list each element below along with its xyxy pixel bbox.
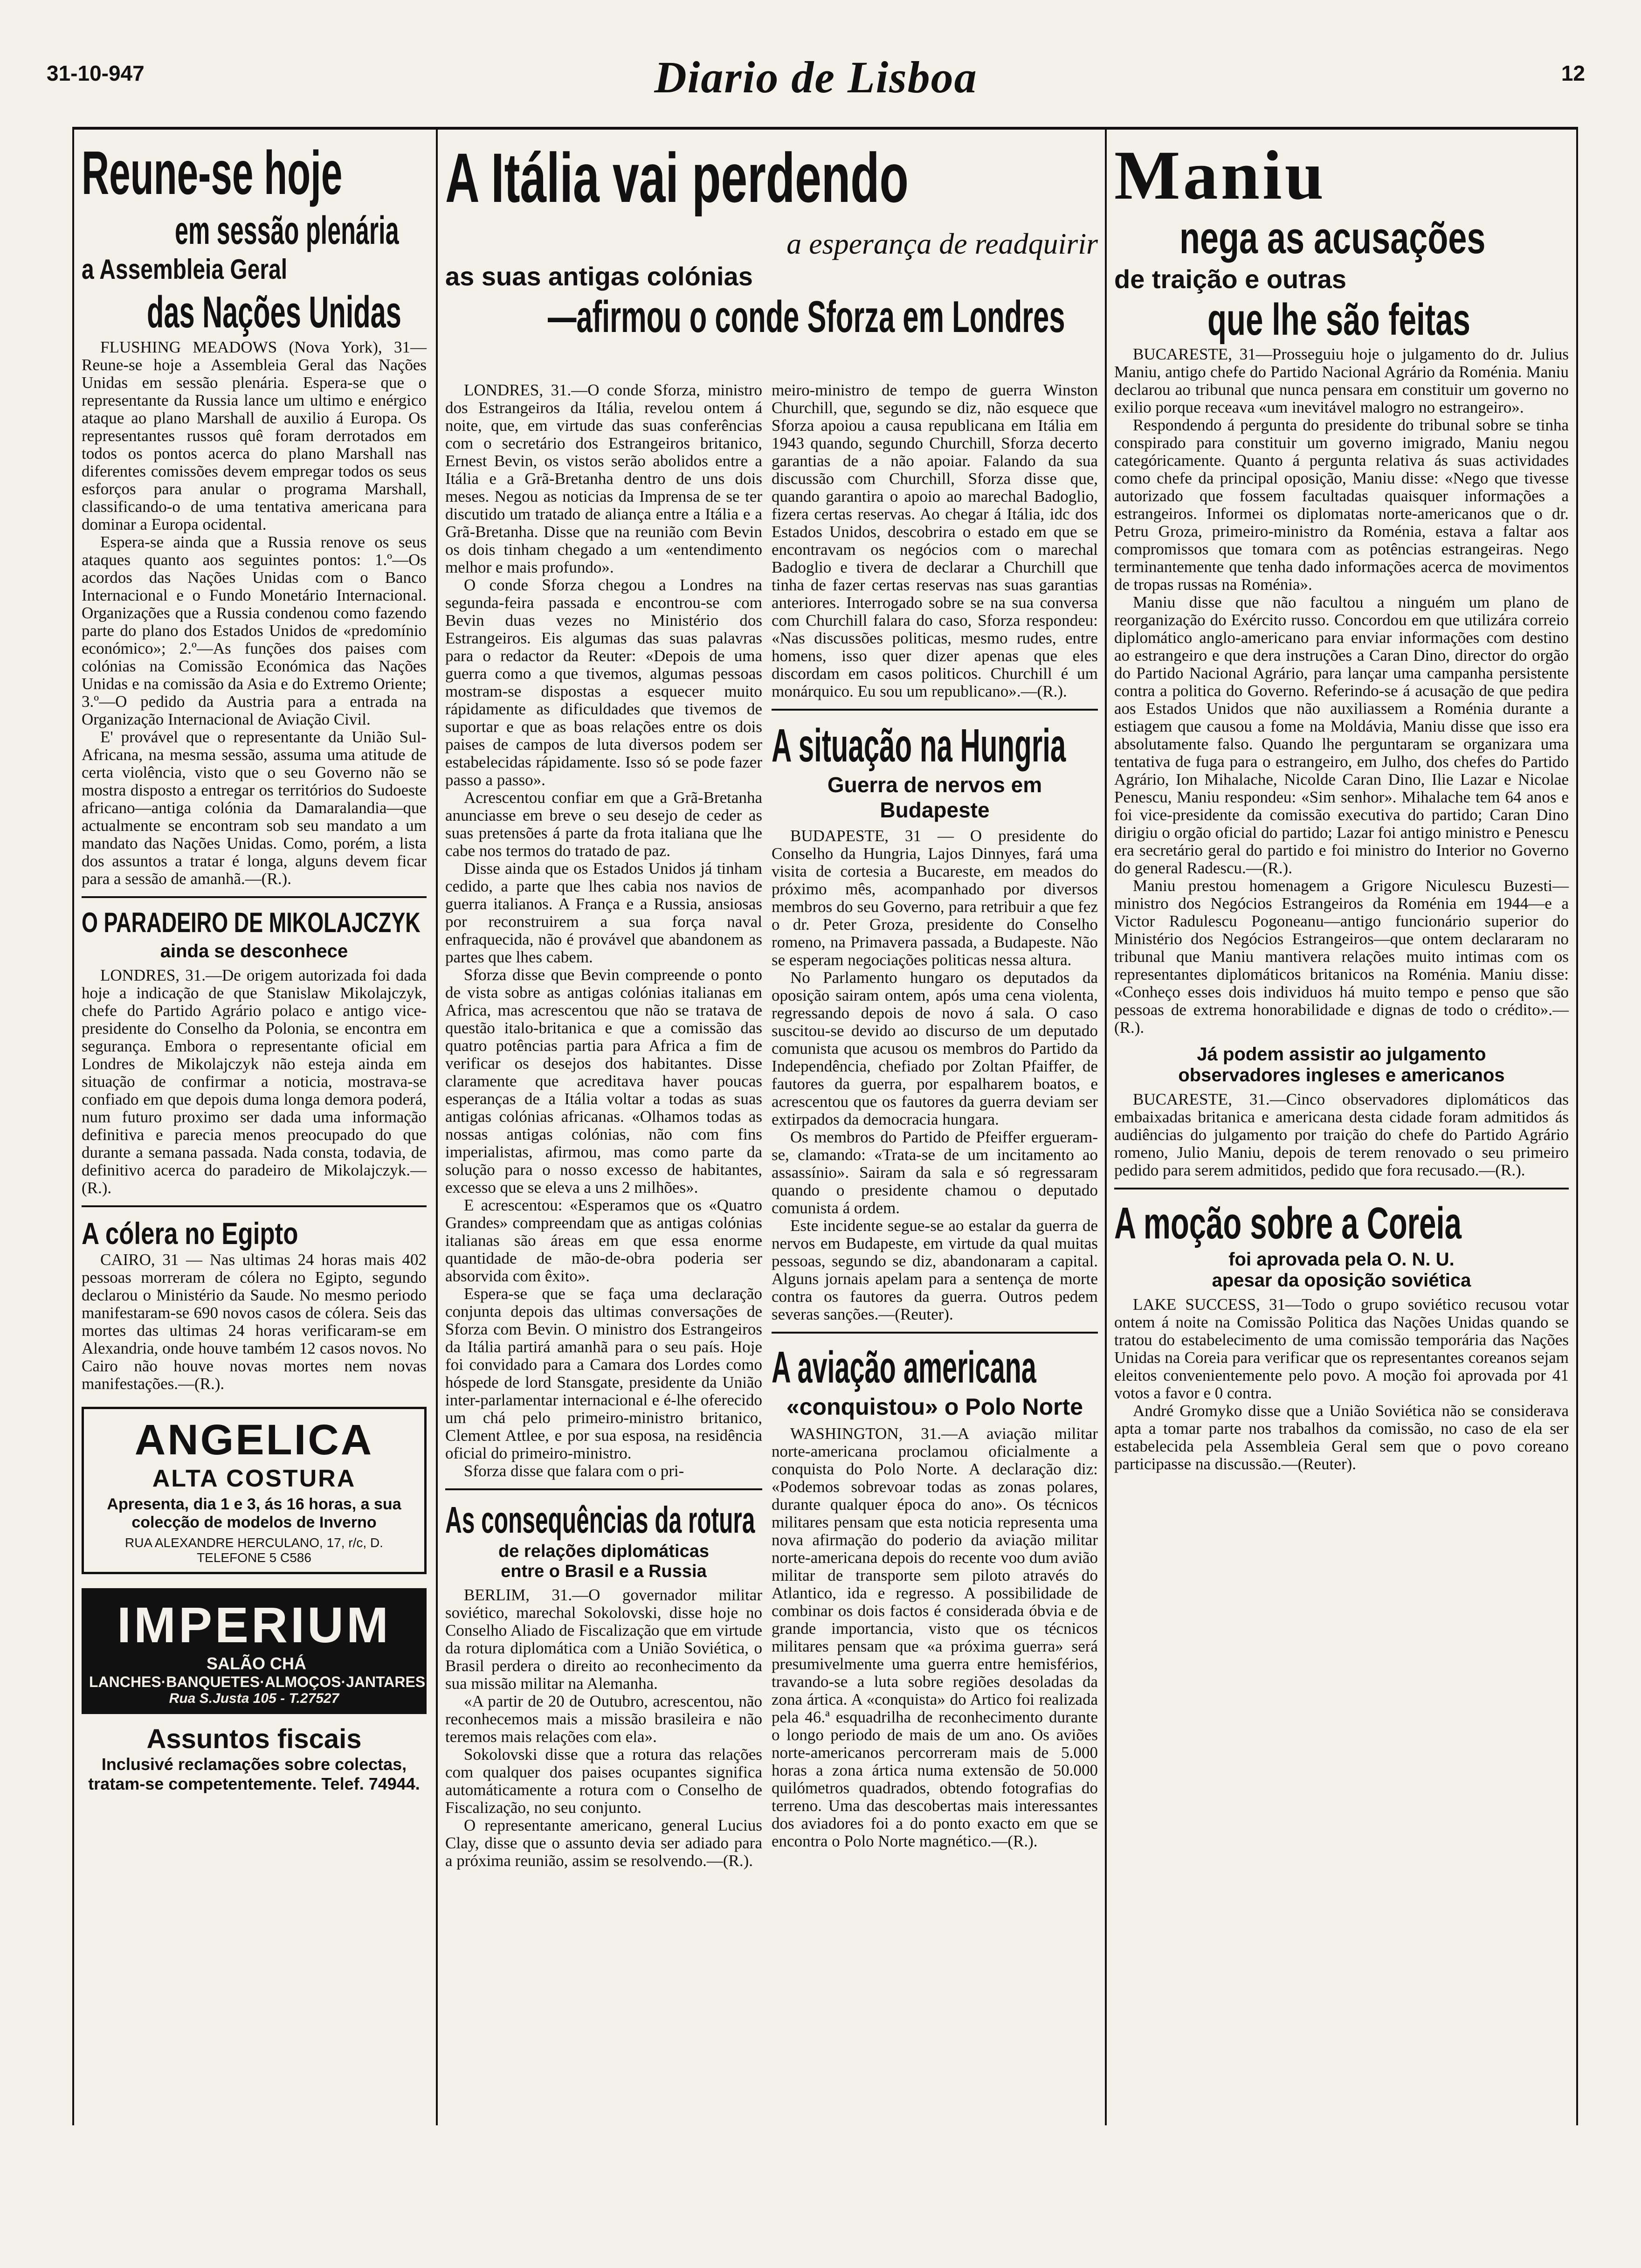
divider	[82, 896, 427, 898]
advert-fiscal-text: Inclusivé reclamações sobre colectas, tratam-se competentemente. Telef. 74944.	[88, 1755, 420, 1793]
paragraph: BERLIM, 31.—O governador militar soviético, marechal Sokolovski, disse hoje no Conselho Aliado de Fiscalização que em virtude da rotura diplomática com a União Soviética, o Brasil perdera o direito ao reconhecimento da sua missão militar na Alemanha.	[445, 1586, 762, 1693]
headline-italy: A Itália vai perdendo	[445, 138, 909, 217]
paragraph: Espera-se ainda que a Russia renove os seus ataques quanto aos seguintes pontos: 1.º—Os acordos das Nações Unidas com o Banco Internacional e o Fundo Monetário Internacional. Organizações que a Russia condenou como fazendo parte do plano dos Estados Unidos de «predomínio económico»; 2.º—As funções dos paises com colónias na Comissão Económica das Nações Unidas e na comissão da Asia e do Extremo Oriente; 3.º—O pedido da Austria para a entrada na Organização Internacional de Aviação Civil.	[82, 533, 427, 728]
column-1	[82, 138, 427, 1794]
headline-assembly-2: em sessão plenária	[175, 208, 399, 252]
paragraph: Respondendo á pergunta do presidente do tribunal sobre se tinha conspirado para constituir um governo imigrado, Maniu negou categóricamente. Quanto á pergunta relativa ás suas actividades como chefe da principal oposição, Maniu disse: «Nego que tivesse autorizado que fossem facultadas quaisquer informações a estrangeiros. Informei os diplomatas norte-americanos que o dr. Petru Groza, primeiro-ministro da Roménia, estava a faltar aos compromissos que tomara com as potências estrangeiras. Nego terminantemente que tenha dado informações acerca de movimentos de tropas russas na Roménia».	[1114, 416, 1569, 594]
headline-assembly: Reune-se hoje	[82, 138, 343, 207]
column-3	[772, 381, 1098, 1850]
advert-imperium	[82, 1588, 427, 1714]
paragraph: Os membros do Partido de Pfeiffer ergueram-se, clamando: «Trata-se de um incitamento ao assassínio». Sairam da sala e só regressaram quando o presidente chamou o deputado comunista á ordem.	[772, 1128, 1098, 1217]
paragraph: CAIRO, 31 — Nas ultimas 24 horas mais 402 pessoas morreram de cólera no Egipto, segundo declarou o Ministério da Saude. No mesmo periodo manifestaram-se 690 novos casos de cólera. Seis das mortes das ultimas 24 horas verificaram-se em Alexandria, onde houve também 12 casos novos. No Cairo não houve novas mortes nem novas manifestações.—(R.).	[82, 1251, 427, 1393]
divider	[1114, 1188, 1569, 1189]
subheadline-korea-2: apesar da oposição soviética	[1212, 1270, 1471, 1291]
paragraph: meiro-ministro de tempo de guerra Winston Churchill, que, segundo se diz, não esquece que Sforza apoiou a causa republicana em Itália em 1943 quando, segundo Churchill, Sforza decerto garantias de a não apoiar. Falando da sua discussão com Churchill, Sforza disse que, quando garantira o apoio ao marechal Badoglio, fizera certas reservas. Ao chegar á Itália, idc dos Estados Unidos, descobrira o estado em que se encontravam os negócios com o marechal Badoglio e tivera de declarar a Churchill que tinha de fazer certas reservas nas suas garantias anteriores. Interrogado sobre se na sua conversa com Churchill falara do caso, Sforza respondeu: «Nas discussões politicas, mesmo rudes, entre homens, isso quer dizer apenas que eles discordam em casos politicos. Churchill é um monárquico. Eu sou um republicano».—(R.).	[772, 381, 1098, 700]
headline-maniu-3: de traição e outras	[1114, 264, 1346, 294]
paragraph: LAKE SUCCESS, 31—Todo o grupo soviético recusou votar ontem á noite na Comissão Politica das Nações Unidas quando se tratou do estabelecimento de uma comissão temporária das Nações Unidas na Coreia para verificar que os representantes coreanos sejam eleitos convenientemente pelo povo. A moção foi aprovada por 41 votos a favor e 0 contra.	[1114, 1295, 1569, 1402]
headline-italy-3: as suas antigas colónias	[445, 262, 753, 291]
article-italy	[445, 381, 762, 1480]
paragraph: BUCARESTE, 31—Prosseguiu hoje o julgamento do dr. Julius Maniu, antigo chefe do Partido Nacional Agrário da Roménia. Maniu declarou ao tribunal que nunca pensara em constituir um governo no exilio porque receava «um inevitável malogro no estrangeiro».	[1114, 345, 1569, 416]
paragraph: André Gromyko disse que a União Soviética não se considerava apta a tomar parte nos trabalhos da comissão, no caso de ela ser estabelecida pela Assembleia Geral sem que o povo coreano participasse na discussão.—(Reuter).	[1114, 1402, 1569, 1473]
subheadline-brazil-2: entre o Brasil e a Russia	[501, 1562, 707, 1581]
column-2	[445, 381, 762, 1870]
advert-imperium-line: LANCHES·BANQUETES·ALMOÇOS·JANTARES	[89, 1673, 426, 1690]
paragraph: Sforza disse que falara com o pri-	[464, 1462, 684, 1480]
page-number: 12	[1561, 61, 1585, 85]
headline-korea: A moção sobre a Coreia	[1114, 1198, 1462, 1248]
headline-assembly-4: das Nações Unidas	[147, 287, 401, 337]
advert-fiscal	[82, 1723, 427, 1794]
article-observers	[1114, 1091, 1569, 1179]
page-frame	[72, 127, 1578, 2125]
paragraph: E acrescentou: «Esperamos que os «Quatro Grandes» compreendam que as antigas colónias italianas são áreas em que essa enorme quantidade de mão-de-obra poderia ser absorvida com êxito».	[445, 1196, 762, 1285]
paragraph: WASHINGTON, 31.—A aviação militar norte-americana proclamou oficialmente a conquista do Polo Norte. A declaração diz: «Podemos sobrevoar todas as zonas polares, durante qualquer época do ano». Os técnicos militares pensam que esta noticia representa uma nova afirmação do poderio da aviação militar norte-americana depois do recente voo dum avião militar de transporte sem piloto através do Atlantico, ida e regresso. A possibilidade de combinar os dois factos é considerada óbvia e de grande importancia, visto que os técnicos militares pensam que «a próxima guerra» será presumivelmente uma guerra entre hemisférios, travando-se a luta sobre regiões desoladas da zona ártica. A «conquista» do Artico foi realizada pela 46.ª esquadrilha de reconhecimento durante o longo periodo de mais de um ano. Os aviões norte-americanos percorreram mais de 5.000 horas a zona ártica numa extensão de 50.000 quilómetros quadrados, obtendo fotografias do terreno. Uma das descobertas mais interessantes dos aviadores foi a do ponto exacto em que se encontra o Polo Norte magnético.—(R.).	[772, 1424, 1098, 1850]
paragraph: BUDAPESTE, 31 — O presidente do Conselho da Hungria, Lajos Dinnyes, fará uma visita de cortesia a Bucareste, em meados do próximo mês, acompanhado por diversos membros do seu Governo, para retribuir a que fez o dr. Peter Groza, presidente do Conselho romeno, na Primavera passada, a Budapeste. Não se esperam negociações politicas nessa altura.	[772, 827, 1098, 969]
headline-italy-2: a esperança de readquirir	[786, 227, 1098, 260]
advert-angelica	[82, 1407, 427, 1574]
column-rule	[1576, 130, 1578, 2125]
headline-cholera: A cólera no Egipto	[82, 1216, 298, 1251]
headline-italy-4: —afirmou o conde Sforza em Londres	[548, 292, 1065, 342]
subheadline-observers-1: Já podem assistir ao julgamento	[1197, 1044, 1486, 1065]
advert-angelica-phone: TELEFONE 5 C586	[197, 1550, 311, 1565]
headline-hungary: A situação na Hungria	[772, 719, 1066, 772]
paragraph: Disse ainda que os Estados Unidos já tinham cedido, a parte que lhes cabia nos navios de guerra italianos. A França e a Russia, ansiosas por reconstruirem a sua força naval enfraquecida, não é provável que abandonem as partes que lhes cabem.	[445, 859, 762, 966]
column-italy-header	[445, 138, 1098, 343]
paragraph: «A partir de 20 de Outubro, acrescentou, não reconhecemos mais a missão brasileira e não teremos mais relações com ela».	[445, 1692, 762, 1746]
advert-imperium-address: Rua S.Justa 105 - T.27527	[169, 1691, 339, 1706]
paragraph: Espera-se que se faça uma declaração conjunta depois das ultimas conversações de Sforza com Bevin. O ministro dos Estrangeiros da Itália partirá amanhã para o seu país. Hoje foi convidado para a Camara dos Lordes como hóspede de lord Stansgate, presidente da União inter-parlamentar internacional e é-lhe oferecido um chá pelo primeiro-ministro britanico, Clement Attlee, e por sua esposa, na residência oficial do primeiro-ministro.	[445, 1285, 762, 1462]
divider	[445, 1488, 762, 1490]
paragraph: FLUSHING MEADOWS (Nova York), 31—Reune-se hoje a Assembleia Geral das Nações Unidas em sessão plenária. Espera-se que o representante da Russia lance um ultimo e enérgico ataque ao plano Marshall de auxilio á Europa. Os representantes russos quê foram derrotados em todos os pontos acerca do plano Marshall nas diferentes comissões devem empregar todos os seus esforços para anular o programa Marshall, classificando-o de uma tentativa americana para dominar a Europa ocidental.	[82, 338, 427, 533]
paragraph: Maniu disse que não facultou a ninguém um plano de reorganização do Exército russo. Concordou em que utilizára correio diplomático anglo-americano para enviar informações com destino ao estrangeiro e que dera instruções a Caran Dino, director do orgão do Partido Nacional Agrário, para lançar uma campanha persistente contra a politica do Governo. Referindo-se á acusação de que pedira aos Estados Unidos que não auxiliassem a Roménia durante a estiagem que causou a fome na Moldávia, Maniu disse que isso era absolutamente falso. Quando lhe perguntaram se organizara uma tentativa de fuga para o estrangeiro, em Julho, dos chefes do Partido Agrário, Ion Mihalache, Nicolde Caran Dino, Ilie Lazar e Nicolae Penescu, Maniu respondeu: «Sim senhor». Mihalache tem 64 anos e foi vice-presidente da comissão executiva do partido; Caran Dino dirigiu o orgão oficial do partido; Lazar foi antigo ministro e Penescu era secretário geral do partido e foi ministro do Interior no Governo do general Radescu.—(R.).	[1114, 593, 1569, 877]
paragraph: Este incidente segue-se ao estalar da guerra de nervos em Budapeste, em virtude da qual muitas pessoas, segundo se diz, abandonaram a capital. Alguns jornais apelam para a sentença de morte contra os fautores da guerra. Outros pedem severas sanções.—(Reuter).	[772, 1217, 1098, 1323]
article-maniu	[1114, 346, 1569, 1037]
article-italy-continued	[772, 381, 1098, 700]
article-mikolajczyk	[82, 967, 427, 1197]
subheadline-korea-1: foi aprovada pela O. N. U.	[1228, 1249, 1455, 1270]
paragraph: Acrescentou confiar em que a Grã-Bretanha anunciasse em breve o seu desejo de ceder as suas pretensões á parte da frota italiana que lhe cabe nos termos do tratado de paz.	[445, 788, 762, 860]
divider	[772, 1332, 1098, 1334]
paragraph: Sforza disse que Bevin compreende o ponto de vista sobre as antigas colónias italianas em Africa, mas acrescentou que não se tratava de questão italo-britanica e que a comissão das quatro potências partia para Africa a fim de verificar os desejos dos habitantes. Disse claramente que acreditava haver poucas esperanças de a Itália voltar a todas as suas antigas colónias africanas. «Olhamos todas as nossas antigas colónias, não com fins imperialistas, afirmou, mas como parte da solução para o nosso excesso de habitantes, excesso que se eleva a uns 2 milhões».	[445, 966, 762, 1196]
divider	[82, 1205, 427, 1207]
paragraph: E' provável que o representante da União Sul-Africana, na mesma sessão, assuma uma atitude de certa violência, visto que o seu Governo não se mostra disposto a entregar os territórios do Sudoeste africano—antiga colónia da Damaralandia—que actualmente se encontram sob seu mandato a um mandato das Nações Unidas. Como, porém, a lista dos assuntos a tratar é longa, alguns devem ficar para a sessão de amanhã.—(R.).	[82, 728, 427, 888]
article-brazil	[445, 1586, 762, 1870]
subheadline-hungary: Guerra de nervos em Budapeste	[827, 773, 1042, 822]
paragraph: LONDRES, 31.—De origem autorizada foi dada hoje a indicação de que Stanislaw Mikolajczyk, chefe do Partido Agrário polaco e antigo vice-presidente do Conselho da Polonia, se encontra em segurança. Embora o representante oficial em Londres de Mikolajczyk não esteja ainda em situação de confirmar a noticia, mostrava-se confiado em que depois duma longa demora poderá, num futuro proximo ser dada uma informação definitiva e parecia menos preocupado do que durante a semana passada. Nada consta, todavia, de definitivo acerca do paradeiro de Mikolajczyk.—(R.).	[82, 966, 427, 1197]
subheadline-brazil-1: de relações diplomáticas	[498, 1542, 709, 1561]
article-korea	[1114, 1296, 1569, 1473]
column-rule	[436, 130, 438, 2125]
advert-angelica-text: Apresenta, dia 1 e 3, ás 16 horas, a sua colecção de modelos de Inverno	[107, 1495, 401, 1531]
issue-date: 31-10-947	[47, 61, 145, 85]
paragraph: LONDRES, 31.—O conde Sforza, ministro dos Estrangeiros da Itália, revelou ontem á noite, que, em virtude das suas conferências com o secretário dos Estrangeiros britanico, Ernest Bevin, os vistos serão abolidos entre a Itália e a Grã-Bretanha dentro de uns dois meses. Negou as noticias da Imprensa de se ter discutido um tratado de aliança entre a Itália e a Grã-Bretanha. Disse que na reunião com Bevin os dois tinham chegado a um «entendimento melhor e mais profundo».	[445, 381, 762, 576]
paragraph: BUCARESTE, 31.—Cinco observadores diplomáticos das embaixadas britanica e americana desta cidade foram admitidos ás audiências do julgamento por traição do chefe do Partido Agrário romeno, Julio Maniu, depois de terem renovado o seu primeiro pedido para serem admitidos, pedido que fora recusado.—(R.).	[1114, 1090, 1569, 1179]
masthead	[47, 47, 1585, 117]
article-aviation	[772, 1425, 1098, 1850]
divider	[772, 709, 1098, 711]
advert-imperium-name: IMPERIUM	[117, 1597, 391, 1653]
headline-brazil: As consequências da rotura	[445, 1499, 755, 1541]
paragraph: No Parlamento hungaro os deputados da oposição sairam ontem, após uma cena violenta, regressando depois de novo á sala. O caso suscitou-se devido ao discurso de um deputado comunista que acusou os membros do Partido da Independência, chefiado por Zoltan Pfaiffer, de fautores da guerra, por espalharem boatos, e acrescentou que os fautores da guerra deviam ser extirpados da democracia hungara.	[772, 968, 1098, 1128]
article-assembly	[82, 339, 427, 888]
headline-assembly-3: a Assembleia Geral	[82, 254, 288, 285]
article-cholera	[82, 1251, 427, 1393]
column-4	[1114, 138, 1569, 1473]
headline-maniu: Maniu	[1114, 137, 1327, 214]
headline-aviation: A aviação americana	[772, 1342, 1036, 1392]
article-hungary	[772, 827, 1098, 1323]
subheadline-observers-2: observadores ingleses e americanos	[1178, 1065, 1505, 1086]
advert-angelica-line: ALTA COSTURA	[152, 1465, 356, 1492]
paragraph: Maniu prestou homenagem a Grigore Niculescu Buzesti—ministro dos Negócios Estrangeiros da Roménia em 1944—e a Victor Radulescu Pogoneanu—antigo funcionário superior do Ministério dos Negócios Estrangeiros—que ontem declararam no tribunal que Maniu mantivera relações muito intimas com os representantes diplomáticos britanicos na Roménia. Maniu disse: «Conheço esses dois individuos há muito tempo e penso que são pessoas de extrema honorabilidade e dignas de todo o crédito».—(R.).	[1114, 877, 1569, 1037]
advert-fiscal-title: Assuntos fiscais	[146, 1724, 362, 1754]
headline-maniu-4: que lhe são feitas	[1207, 295, 1470, 345]
headline-maniu-2: nega as acusações	[1179, 213, 1486, 263]
subheadline-mikolajczyk: ainda se desconhece	[160, 941, 348, 961]
paragraph: O representante americano, general Lucius Clay, disse que o assunto devia ser adiado para a próxima reunião, assim se resolvendo.—(R.).	[445, 1816, 762, 1870]
advert-angelica-address: RUA ALEXANDRE HERCULANO, 17, r/c, D.	[125, 1535, 383, 1550]
column-rule	[1105, 130, 1107, 2125]
paragraph: O conde Sforza chegou a Londres na segunda-feira passada e encontrou-se com Bevin duas vezes no Ministério dos Estrangeiros. Eis algumas das suas palavras para o redactor da Reuter: «Depois de uma guerra como a que tivemos, algumas pessoas mostram-se dispostas a esquecer muito rápidamente as dificuldades que tivemos de suportar e que as boas relações entre os dois paises de campos de luta diversos podem ser estabelecidas rápidamente. Isso só se pode fazer passo a passo».	[445, 576, 762, 789]
newspaper-title: Diario de Lisboa	[654, 52, 978, 102]
advert-imperium-side: SALÃO CHÁ	[207, 1654, 306, 1673]
column-rule	[72, 130, 74, 2125]
paragraph: Sokolovski disse que a rotura das relações com qualquer dos paises ocupantes significa automáticamente a rotura com o Conselho de Fiscalização, no seu conjunto.	[445, 1745, 762, 1817]
headline-mikolajczyk: O PARADEIRO DE MIKOLAJCZYK	[82, 907, 421, 938]
advert-angelica-name: ANGELICA	[134, 1416, 374, 1464]
subheadline-aviation: «conquistou» o Polo Norte	[786, 1394, 1083, 1420]
